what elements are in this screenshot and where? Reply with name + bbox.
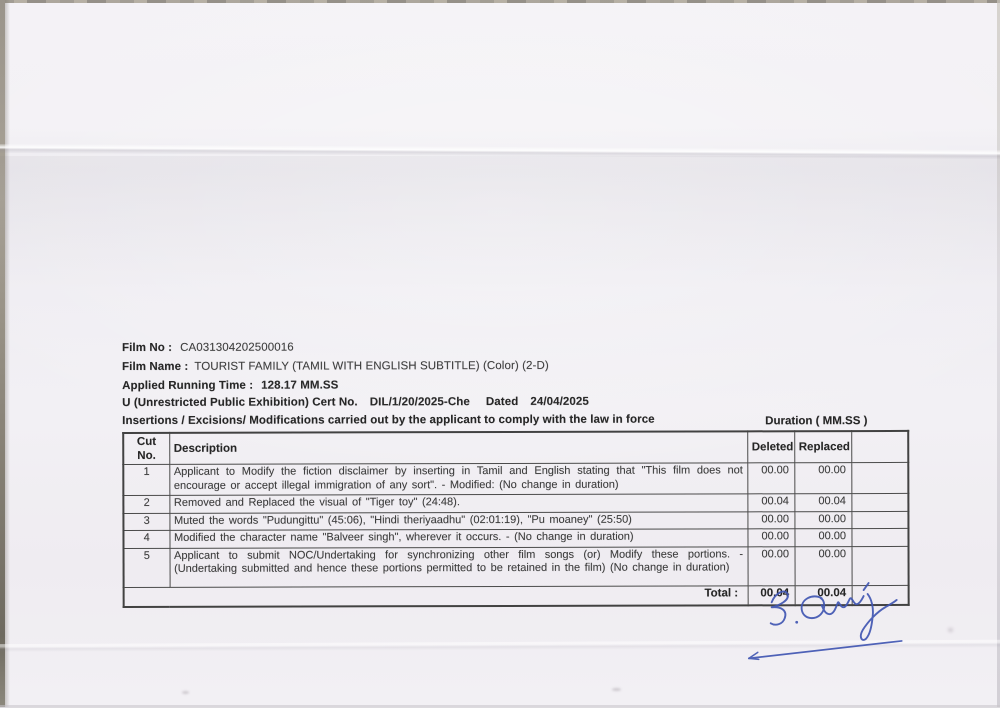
blank-cell (851, 462, 908, 493)
blank-cell (851, 511, 908, 529)
blank-cell (852, 546, 909, 585)
description-cell: Muted the words "Pudungittu" (45:06), "Hindi theriyaadhu" (02:01:19), "Pu moaney" (25:50) (169, 511, 747, 530)
table-caption: Insertions / Excisions/ Modifications carried out by the applicant to comply with the law in force (122, 413, 655, 427)
running-time-value: 128.17 MM.SS (261, 379, 339, 392)
total-replaced-value: 00.04 (795, 585, 852, 605)
running-time-label: Applied Running Time : (122, 379, 254, 392)
cert-number-value: DIL/1/20/2025-Che (369, 396, 470, 409)
table-row (123, 528, 908, 548)
total-label: Total : (124, 585, 748, 606)
replaced-cell: 00.00 (795, 546, 852, 585)
deleted-cell: 00.00 (747, 511, 794, 529)
replaced-cell: 00.04 (794, 494, 851, 512)
cut-no-cell: 5 (124, 548, 170, 587)
cut-no-cell: 2 (123, 495, 169, 513)
col-header-cut-no: Cut No. (123, 433, 169, 465)
deleted-cell: 00.04 (747, 494, 794, 512)
description-cell: Modified the character name "Balveer singh", wherever it occurs. - (No change in duration) (169, 529, 747, 548)
col-header-replaced: Replaced (794, 431, 851, 463)
film-no-value: CA031304202500016 (180, 341, 294, 354)
table-row (123, 493, 908, 513)
table-row (123, 462, 908, 495)
cut-no-cell: 3 (123, 513, 169, 531)
deleted-cell: 00.00 (748, 546, 795, 585)
replaced-cell: 00.00 (794, 529, 851, 547)
col-header-deleted: Deleted (747, 431, 794, 463)
replaced-cell: 00.00 (794, 511, 851, 529)
replaced-cell: 00.00 (794, 463, 851, 494)
blank-cell (851, 528, 908, 546)
col-header-description: Description (169, 431, 747, 464)
total-deleted-value: 00.04 (748, 585, 795, 605)
table-row (123, 511, 908, 531)
certificate-line (122, 395, 589, 410)
running-time-line (122, 378, 338, 393)
film-no-line (122, 341, 294, 355)
film-name-label: Film Name : (122, 360, 189, 373)
description-cell: Applicant to submit NOC/Undertaking for synchronizing other film songs (or) Modify these portions. - (Undertaking submitted and hence these portions permitted to be retained in the film) (No change in duration) (170, 546, 748, 587)
blank-cell (851, 493, 908, 511)
signature-handwritten-icon (736, 581, 931, 677)
table-header-row (123, 431, 908, 465)
duration-header: Duration ( MM.SS ) (765, 415, 868, 428)
dated-label: Dated (485, 395, 519, 409)
cert-label: U (Unrestricted Public Exhibition) Cert No. (122, 396, 358, 409)
deleted-cell: 00.00 (747, 463, 794, 494)
description-cell: Applicant to Modify the fiction disclaimer by inserting in Tamil and English stating that "This film does not encourage or accept illegal immigration of any sort". - Modified: (No change in duration) (169, 463, 747, 496)
description-cell: Removed and Replaced the visual of "Tiger toy" (24:48). (169, 494, 747, 513)
cut-no-cell: 4 (123, 530, 169, 548)
film-no-label: Film No : (121, 341, 173, 354)
deleted-cell: 00.00 (747, 529, 794, 547)
film-name-value: TOURIST FAMILY (TAMIL WITH ENGLISH SUBTITLE) (Color) (2-D) (194, 359, 549, 373)
cut-no-cell: 1 (123, 464, 169, 495)
film-name-line (122, 359, 549, 374)
col-header-blank (851, 431, 908, 463)
dated-value: 24/04/2025 (530, 395, 589, 408)
